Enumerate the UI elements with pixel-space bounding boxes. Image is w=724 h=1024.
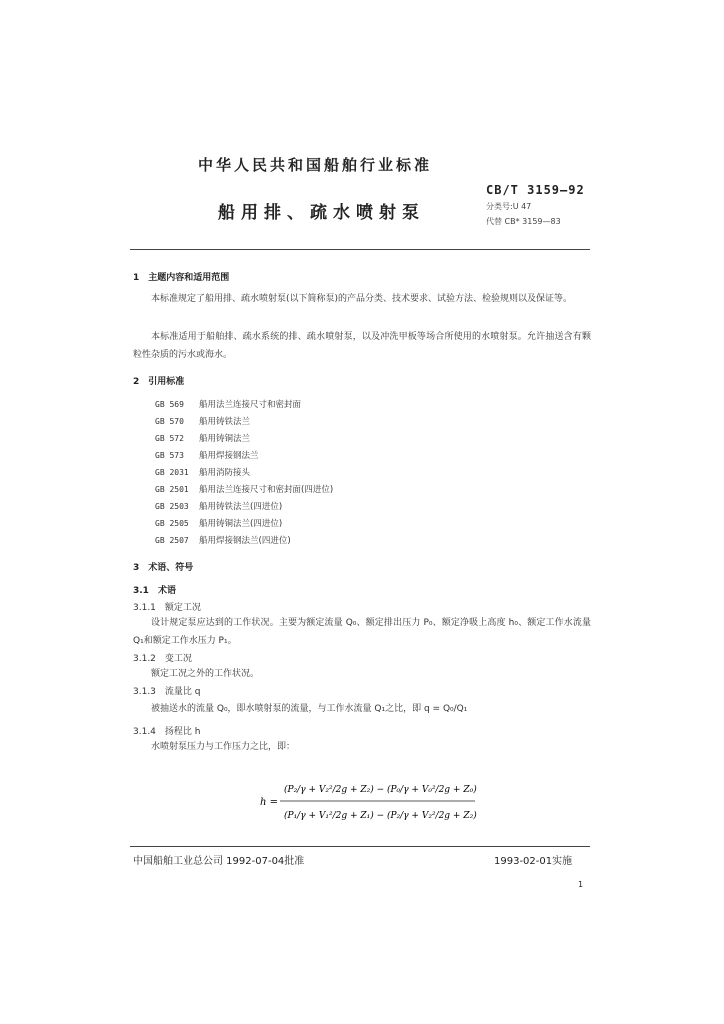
standard-item (155, 466, 250, 478)
standard-name: 船用铸铁法兰 (199, 417, 251, 427)
standard-item (155, 432, 250, 444)
standard-item (155, 517, 282, 529)
classification-number: 分类号:U 47 (486, 202, 532, 211)
standard-name: 船用铸铜法兰(四进位) (199, 519, 283, 529)
footer-effective-date: 1993-02-01实施 (494, 856, 573, 867)
standard-name: 船用法兰连接尺寸和密封面 (199, 400, 302, 410)
standard-code: GB 569 (155, 400, 184, 409)
standard-code: GB 2031 (155, 468, 189, 477)
header-divider (130, 249, 590, 250)
standard-name: 船用焊接钢法兰(四进位) (199, 536, 291, 546)
section-1-paragraph-1: 本标准规定了船用排、疏水喷射泵(以下简称泵)的产品分类、技术要求、试验方法、检验规则以及保证等。 (151, 294, 573, 304)
standard-code: GB 2501 (155, 485, 189, 494)
standard-code: CB/T 3159—92 (486, 183, 585, 197)
standard-code: GB 572 (155, 434, 184, 443)
section-3-1-heading: 3.1 术语 (133, 586, 176, 596)
org-title: 中华人民共和国船舶行业标准 (198, 156, 433, 174)
page-number: 1 (578, 880, 584, 889)
term-3-1-3-title: 3.1.3 流量比 q (133, 687, 201, 697)
footer-divider (130, 846, 590, 847)
formula-denominator: (P₁/γ + V₁²/2g + Z₁) − (P₂/γ + V₂²/2g + Z₂) (284, 811, 477, 821)
term-3-1-4-title: 3.1.4 扬程比 h (133, 727, 201, 737)
standard-code: GB 2507 (155, 536, 189, 545)
standard-code: GB 2503 (155, 502, 189, 511)
formula-h-label: h = (260, 797, 278, 808)
standard-item (155, 483, 333, 495)
term-3-1-2-title: 3.1.2 变工况 (133, 654, 192, 664)
section-2-heading: 2 引用标准 (133, 377, 185, 387)
section-1-paragraph-2: 本标准适用于船舶排、疏水系统的排、疏水喷射泵，以及冲洗甲板等场合所使用的水喷射泵。允许抽送含有颗粒性杂质的污水或海水。 (133, 332, 591, 360)
term-3-1-1-title: 3.1.1 额定工况 (133, 603, 201, 613)
term-3-1-4-text: 水喷射泵压力与工作压力之比，即： (151, 742, 296, 752)
standard-item (155, 500, 282, 512)
term-3-1-2-text: 额定工况之外的工作状况。 (151, 669, 260, 679)
standard-name: 船用铸铁法兰(四进位) (199, 502, 283, 512)
standard-name: 船用焊接钢法兰 (199, 451, 259, 461)
term-3-1-1-text: 设计规定泵应达到的工作状况。主要为额定流量 Q₀、额定排出压力 P₀、额定净吸上高度 h₀、额定工作水流量 Q₁和额定工作水压力 P₁。 (133, 618, 591, 646)
footer-publisher: 中国船舶工业总公司 1992-07-04批准 (133, 856, 305, 867)
standard-item (155, 415, 250, 427)
standard-item (155, 449, 259, 461)
standard-item (155, 534, 291, 546)
term-3-1-3-text: 被抽送水的流量 Q₀，即水喷射泵的流量，与工作水流量 Q₁之比，即 q = Q₀/Q₁ (151, 704, 468, 714)
head-ratio-formula (260, 772, 480, 830)
standard-name: 船用铸铜法兰 (199, 434, 251, 444)
standard-name: 船用法兰连接尺寸和密封面(四进位) (199, 485, 334, 495)
standard-name: 船用消防接头 (199, 468, 251, 478)
standard-code: GB 570 (155, 417, 184, 426)
document-title: 船用排、疏水喷射泵 (218, 203, 425, 223)
replaces-standard: 代替 CB* 3159—83 (486, 217, 561, 226)
standard-code: GB 2505 (155, 519, 189, 528)
section-1-heading: 1 主题内容和适用范围 (133, 273, 230, 283)
formula-numerator: (P₂/γ + V₂²/2g + Z₂) − (P₀/γ + V₀²/2g + Z₀) (284, 785, 477, 795)
section-3-heading: 3 术语、符号 (133, 563, 194, 573)
standard-code: GB 573 (155, 451, 184, 460)
standard-item (155, 398, 301, 410)
